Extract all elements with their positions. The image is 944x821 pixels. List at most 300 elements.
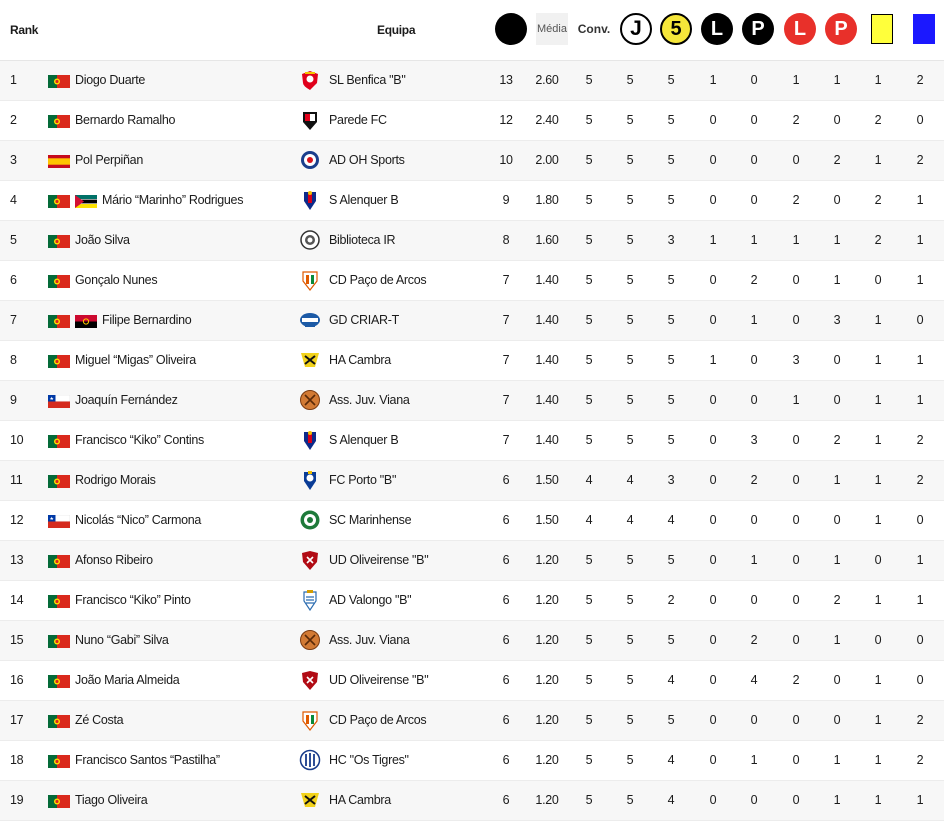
rank-value: 9 bbox=[10, 393, 17, 407]
stat-five: 5 bbox=[667, 313, 675, 327]
stat-yellow-cards: 2 bbox=[874, 233, 882, 247]
stat-blue-cards: 1 bbox=[916, 353, 924, 367]
stat-red-p: 0 bbox=[833, 713, 841, 727]
team-crest-icon bbox=[299, 389, 321, 411]
team-crest-icon bbox=[299, 509, 321, 531]
player-name[interactable]: Diogo Duarte bbox=[75, 73, 146, 87]
stat-black-l: 1 bbox=[709, 233, 717, 247]
stat-red-p: 2 bbox=[833, 433, 841, 447]
player-name[interactable]: Joaquín Fernández bbox=[75, 393, 178, 407]
convocations-badge bbox=[577, 13, 611, 45]
stat-conv: 5 bbox=[585, 193, 593, 207]
player-name[interactable]: Mário “Marinho” Rodrigues bbox=[102, 193, 244, 207]
stat-red-p: 1 bbox=[833, 753, 841, 767]
rank-value: 15 bbox=[10, 633, 24, 647]
stat-goals: 12 bbox=[499, 113, 513, 127]
stat-black-l: 0 bbox=[709, 313, 717, 327]
team-name[interactable]: CD Paço de Arcos bbox=[329, 273, 427, 287]
stat-red-l: 0 bbox=[792, 513, 800, 527]
flag-cl-icon bbox=[48, 515, 70, 528]
player-name[interactable]: João Maria Almeida bbox=[75, 673, 180, 687]
stat-black-p: 0 bbox=[750, 393, 758, 407]
stat-black-p: 0 bbox=[750, 153, 758, 167]
stat-yellow-cards: 1 bbox=[874, 353, 882, 367]
stat-games: 5 bbox=[626, 393, 634, 407]
rank-value: 14 bbox=[10, 593, 24, 607]
games-j-icon: J bbox=[620, 13, 652, 45]
stat-five: 3 bbox=[667, 233, 675, 247]
stat-red-l: 3 bbox=[792, 353, 800, 367]
stat-games: 4 bbox=[626, 513, 634, 527]
flag-pt-icon bbox=[48, 115, 70, 128]
flag-pt-icon bbox=[48, 235, 70, 248]
team-crest-icon bbox=[299, 429, 321, 451]
stat-conv: 5 bbox=[585, 113, 593, 127]
stat-blue-cards: 2 bbox=[916, 473, 924, 487]
stat-five: 5 bbox=[667, 393, 675, 407]
stat-red-l: 2 bbox=[792, 113, 800, 127]
stat-five: 4 bbox=[667, 793, 675, 807]
red-p-icon: P bbox=[825, 13, 857, 45]
conv-header: Conv. bbox=[577, 22, 611, 36]
stat-black-p: 2 bbox=[750, 633, 758, 647]
flag-mz-icon bbox=[75, 195, 97, 208]
stat-black-p: 0 bbox=[750, 73, 758, 87]
stat-red-l: 0 bbox=[792, 793, 800, 807]
stat-black-l: 0 bbox=[709, 633, 717, 647]
stat-black-l: 0 bbox=[709, 193, 717, 207]
stat-five: 5 bbox=[667, 73, 675, 87]
stat-games: 5 bbox=[626, 673, 634, 687]
stat-yellow-cards: 1 bbox=[874, 433, 882, 447]
stat-black-l: 0 bbox=[709, 393, 717, 407]
stat-black-l: 0 bbox=[709, 513, 717, 527]
player-name[interactable]: Nicolás “Nico” Carmona bbox=[75, 513, 202, 527]
rank-value: 4 bbox=[10, 193, 17, 207]
stat-red-p: 0 bbox=[833, 513, 841, 527]
stat-yellow-cards: 1 bbox=[874, 473, 882, 487]
stat-five: 3 bbox=[667, 473, 675, 487]
stat-blue-cards: 2 bbox=[916, 713, 924, 727]
table-row[interactable] bbox=[0, 261, 944, 301]
flag-pt-icon bbox=[48, 75, 70, 88]
player-name[interactable]: Filipe Bernardino bbox=[102, 313, 192, 327]
stat-blue-cards: 2 bbox=[916, 753, 924, 767]
stat-conv: 5 bbox=[585, 713, 593, 727]
table-row[interactable] bbox=[0, 741, 944, 781]
team-crest-icon bbox=[299, 669, 321, 691]
stat-conv: 5 bbox=[585, 673, 593, 687]
stat-games: 5 bbox=[626, 713, 634, 727]
player-name[interactable]: João Silva bbox=[75, 233, 130, 247]
flag-pt-icon bbox=[48, 635, 70, 648]
table-row[interactable] bbox=[0, 301, 944, 341]
table-row[interactable] bbox=[0, 661, 944, 701]
stat-yellow-cards: 0 bbox=[874, 633, 882, 647]
stat-media: 1.20 bbox=[535, 673, 559, 687]
stat-blue-cards: 2 bbox=[916, 433, 924, 447]
stat-black-l: 1 bbox=[709, 353, 717, 367]
stat-blue-cards: 0 bbox=[916, 513, 924, 527]
stat-black-p: 0 bbox=[750, 793, 758, 807]
team-crest-icon bbox=[299, 789, 321, 811]
team-name[interactable]: HA Cambra bbox=[329, 353, 391, 367]
flag-pt-icon bbox=[48, 755, 70, 768]
stat-goals: 9 bbox=[502, 193, 510, 207]
stat-blue-cards: 1 bbox=[916, 193, 924, 207]
rank-value: 12 bbox=[10, 513, 24, 527]
rank-value: 16 bbox=[10, 673, 24, 687]
player-name[interactable]: Miguel “Migas” Oliveira bbox=[75, 353, 196, 367]
stat-red-l: 2 bbox=[792, 673, 800, 687]
stat-blue-cards: 1 bbox=[916, 233, 924, 247]
stat-red-l: 0 bbox=[792, 553, 800, 567]
stat-five: 5 bbox=[667, 433, 675, 447]
stat-five: 5 bbox=[667, 193, 675, 207]
stat-five: 2 bbox=[667, 593, 675, 607]
stat-red-p: 1 bbox=[833, 793, 841, 807]
average-badge bbox=[536, 13, 568, 45]
team-crest-icon bbox=[299, 109, 321, 131]
stat-conv: 5 bbox=[585, 353, 593, 367]
stat-black-p: 1 bbox=[750, 233, 758, 247]
team-crest-icon bbox=[299, 309, 321, 331]
rank-value: 7 bbox=[10, 313, 17, 327]
stat-red-l: 0 bbox=[792, 713, 800, 727]
stat-red-l: 0 bbox=[792, 753, 800, 767]
stat-media: 1.20 bbox=[535, 553, 559, 567]
player-name[interactable]: Gonçalo Nunes bbox=[75, 273, 158, 287]
table-row[interactable] bbox=[0, 141, 944, 181]
team-name[interactable]: S Alenquer B bbox=[329, 433, 399, 447]
rank-value: 1 bbox=[10, 73, 17, 87]
stat-yellow-cards: 1 bbox=[874, 793, 882, 807]
stat-yellow-cards: 1 bbox=[874, 153, 882, 167]
stat-black-p: 1 bbox=[750, 553, 758, 567]
stat-goals: 8 bbox=[502, 233, 510, 247]
team-name[interactable]: Parede FC bbox=[329, 113, 387, 127]
table-row[interactable] bbox=[0, 181, 944, 221]
stat-media: 2.00 bbox=[535, 153, 559, 167]
stat-blue-cards: 1 bbox=[916, 593, 924, 607]
flag-ao-icon bbox=[75, 315, 97, 328]
stat-red-l: 0 bbox=[792, 593, 800, 607]
flag-pt-icon bbox=[48, 315, 70, 328]
team-name[interactable]: HC "Os Tigres" bbox=[329, 753, 409, 767]
rank-value: 19 bbox=[10, 793, 24, 807]
team-crest-icon bbox=[299, 709, 321, 731]
stat-yellow-cards: 0 bbox=[874, 273, 882, 287]
stat-games: 5 bbox=[626, 233, 634, 247]
team-name[interactable]: Ass. Juv. Viana bbox=[329, 633, 410, 647]
team-name[interactable]: UD Oliveirense "B" bbox=[329, 673, 429, 687]
stat-blue-cards: 2 bbox=[916, 153, 924, 167]
stat-blue-cards: 0 bbox=[916, 673, 924, 687]
stat-goals: 6 bbox=[502, 593, 510, 607]
flag-pt-icon bbox=[48, 715, 70, 728]
team-crest-icon bbox=[299, 749, 321, 771]
stat-games: 5 bbox=[626, 153, 634, 167]
table-body bbox=[0, 61, 944, 821]
stat-five: 4 bbox=[667, 673, 675, 687]
stat-games: 5 bbox=[626, 553, 634, 567]
stat-red-l: 0 bbox=[792, 633, 800, 647]
stat-blue-cards: 0 bbox=[916, 633, 924, 647]
rank-value: 2 bbox=[10, 113, 17, 127]
stat-conv: 5 bbox=[585, 393, 593, 407]
stat-red-l: 0 bbox=[792, 153, 800, 167]
five-starter-icon: 5 bbox=[660, 13, 692, 45]
stat-goals: 7 bbox=[502, 273, 510, 287]
team-crest-icon bbox=[299, 549, 321, 571]
stat-conv: 5 bbox=[585, 593, 593, 607]
player-name[interactable]: Tiago Oliveira bbox=[75, 793, 148, 807]
table-row[interactable] bbox=[0, 501, 944, 541]
stat-red-p: 1 bbox=[833, 633, 841, 647]
stat-red-p: 0 bbox=[833, 193, 841, 207]
stat-red-l: 0 bbox=[792, 273, 800, 287]
stat-black-l: 0 bbox=[709, 273, 717, 287]
stat-yellow-cards: 1 bbox=[874, 313, 882, 327]
rank-value: 18 bbox=[10, 753, 24, 767]
stat-goals: 6 bbox=[502, 673, 510, 687]
stat-blue-cards: 1 bbox=[916, 793, 924, 807]
stat-goals: 6 bbox=[502, 713, 510, 727]
rank-value: 10 bbox=[10, 433, 24, 447]
stat-black-p: 2 bbox=[750, 473, 758, 487]
stat-red-p: 1 bbox=[833, 233, 841, 247]
red-l-icon: L bbox=[784, 13, 816, 45]
stat-red-l: 1 bbox=[792, 73, 800, 87]
flag-pt-icon bbox=[48, 675, 70, 688]
table-row[interactable] bbox=[0, 101, 944, 141]
flag-pt-icon bbox=[48, 275, 70, 288]
stat-yellow-cards: 1 bbox=[874, 673, 882, 687]
table-row[interactable] bbox=[0, 581, 944, 621]
stat-media: 1.60 bbox=[535, 233, 559, 247]
stat-goals: 7 bbox=[502, 353, 510, 367]
stat-blue-cards: 1 bbox=[916, 393, 924, 407]
stat-goals: 6 bbox=[502, 793, 510, 807]
stat-red-p: 2 bbox=[833, 593, 841, 607]
stat-blue-cards: 0 bbox=[916, 313, 924, 327]
team-crest-icon bbox=[299, 189, 321, 211]
stat-media: 1.40 bbox=[535, 393, 559, 407]
stat-games: 5 bbox=[626, 793, 634, 807]
stat-red-l: 0 bbox=[792, 313, 800, 327]
flag-pt-icon bbox=[48, 475, 70, 488]
stat-media: 1.20 bbox=[535, 793, 559, 807]
stat-goals: 6 bbox=[502, 553, 510, 567]
flag-cl-icon bbox=[48, 395, 70, 408]
team-name[interactable]: Biblioteca IR bbox=[329, 233, 396, 247]
stat-yellow-cards: 1 bbox=[874, 753, 882, 767]
stat-five: 5 bbox=[667, 553, 675, 567]
black-p-icon: P bbox=[742, 13, 774, 45]
table-header bbox=[0, 0, 944, 61]
stat-conv: 5 bbox=[585, 233, 593, 247]
team-crest-icon bbox=[299, 589, 321, 611]
table-row[interactable] bbox=[0, 621, 944, 661]
stat-black-l: 0 bbox=[709, 473, 717, 487]
stat-red-l: 2 bbox=[792, 193, 800, 207]
stat-conv: 5 bbox=[585, 553, 593, 567]
stat-yellow-cards: 1 bbox=[874, 513, 882, 527]
stat-conv: 5 bbox=[585, 73, 593, 87]
stat-conv: 4 bbox=[585, 473, 593, 487]
stat-black-p: 2 bbox=[750, 273, 758, 287]
player-name[interactable]: Nuno “Gabi” Silva bbox=[75, 633, 169, 647]
stat-media: 1.20 bbox=[535, 753, 559, 767]
stat-goals: 6 bbox=[502, 473, 510, 487]
stat-conv: 5 bbox=[585, 313, 593, 327]
player-name[interactable]: Francisco Santos “Pastilha” bbox=[75, 753, 220, 767]
stat-black-p: 0 bbox=[750, 713, 758, 727]
stat-red-p: 0 bbox=[833, 673, 841, 687]
stat-goals: 6 bbox=[502, 753, 510, 767]
table-row[interactable] bbox=[0, 221, 944, 261]
team-crest-icon bbox=[299, 349, 321, 371]
stat-games: 5 bbox=[626, 433, 634, 447]
stat-goals: 7 bbox=[502, 393, 510, 407]
player-name[interactable]: Francisco “Kiko” Pinto bbox=[75, 593, 191, 607]
team-crest-icon bbox=[299, 149, 321, 171]
stat-black-l: 0 bbox=[709, 153, 717, 167]
stat-games: 5 bbox=[626, 753, 634, 767]
stat-goals: 7 bbox=[502, 313, 510, 327]
rank-value: 3 bbox=[10, 153, 17, 167]
table-row[interactable] bbox=[0, 341, 944, 381]
stat-blue-cards: 2 bbox=[916, 73, 924, 87]
stat-red-p: 1 bbox=[833, 473, 841, 487]
stat-media: 1.40 bbox=[535, 273, 559, 287]
stat-five: 4 bbox=[667, 513, 675, 527]
stat-media: 1.20 bbox=[535, 593, 559, 607]
stat-black-p: 1 bbox=[750, 313, 758, 327]
rank-value: 5 bbox=[10, 233, 17, 247]
table-row[interactable] bbox=[0, 381, 944, 421]
stat-conv: 5 bbox=[585, 273, 593, 287]
team-crest-icon bbox=[299, 629, 321, 651]
rank-value: 13 bbox=[10, 553, 24, 567]
team-name[interactable]: SL Benfica "B" bbox=[329, 73, 406, 87]
player-name[interactable]: Pol Perpiñan bbox=[75, 153, 143, 167]
team-crest-icon bbox=[299, 229, 321, 251]
stat-media: 1.40 bbox=[535, 313, 559, 327]
stat-red-p: 0 bbox=[833, 393, 841, 407]
table-row[interactable] bbox=[0, 701, 944, 741]
stat-conv: 4 bbox=[585, 513, 593, 527]
table-row[interactable] bbox=[0, 461, 944, 501]
flag-pt-icon bbox=[48, 555, 70, 568]
player-name[interactable]: Afonso Ribeiro bbox=[75, 553, 153, 567]
team-name[interactable]: UD Oliveirense "B" bbox=[329, 553, 429, 567]
team-name[interactable]: S Alenquer B bbox=[329, 193, 399, 207]
team-name[interactable]: AD OH Sports bbox=[329, 153, 405, 167]
stat-black-l: 0 bbox=[709, 753, 717, 767]
stat-blue-cards: 0 bbox=[916, 113, 924, 127]
stat-black-p: 0 bbox=[750, 513, 758, 527]
goals-black-circle-icon bbox=[495, 13, 527, 45]
stat-black-l: 0 bbox=[709, 433, 717, 447]
rank-value: 11 bbox=[10, 473, 23, 487]
player-name[interactable]: Bernardo Ramalho bbox=[75, 113, 176, 127]
team-crest-icon bbox=[299, 69, 321, 91]
stat-black-l: 0 bbox=[709, 673, 717, 687]
stat-red-l: 1 bbox=[792, 233, 800, 247]
stat-games: 5 bbox=[626, 353, 634, 367]
stat-conv: 5 bbox=[585, 433, 593, 447]
stat-yellow-cards: 1 bbox=[874, 393, 882, 407]
stat-five: 5 bbox=[667, 113, 675, 127]
team-name[interactable]: CD Paço de Arcos bbox=[329, 713, 427, 727]
team-name[interactable]: Ass. Juv. Viana bbox=[329, 393, 410, 407]
player-name[interactable]: Zé Costa bbox=[75, 713, 124, 727]
stat-five: 5 bbox=[667, 273, 675, 287]
stat-black-l: 0 bbox=[709, 793, 717, 807]
stat-red-l: 0 bbox=[792, 433, 800, 447]
table-row[interactable] bbox=[0, 781, 944, 821]
stat-yellow-cards: 2 bbox=[874, 113, 882, 127]
team-name[interactable]: HA Cambra bbox=[329, 793, 391, 807]
stat-media: 1.20 bbox=[535, 633, 559, 647]
yellow-card-icon bbox=[871, 14, 893, 44]
stat-media: 1.80 bbox=[535, 193, 559, 207]
team-name[interactable]: GD CRIAR-T bbox=[329, 313, 399, 327]
table-row[interactable] bbox=[0, 421, 944, 461]
stat-yellow-cards: 1 bbox=[874, 593, 882, 607]
stat-goals: 6 bbox=[502, 633, 510, 647]
stat-black-p: 0 bbox=[750, 113, 758, 127]
stat-games: 5 bbox=[626, 193, 634, 207]
stat-red-p: 3 bbox=[833, 313, 841, 327]
stat-black-l: 0 bbox=[709, 593, 717, 607]
stat-red-l: 1 bbox=[792, 393, 800, 407]
stat-red-p: 1 bbox=[833, 553, 841, 567]
stat-black-l: 1 bbox=[709, 73, 717, 87]
stat-media: 1.40 bbox=[535, 353, 559, 367]
stat-games: 5 bbox=[626, 593, 634, 607]
stat-goals: 7 bbox=[502, 433, 510, 447]
team-name[interactable]: AD Valongo "B" bbox=[329, 593, 412, 607]
stat-red-p: 1 bbox=[833, 273, 841, 287]
team-crest-icon bbox=[299, 269, 321, 291]
stat-black-p: 4 bbox=[750, 673, 758, 687]
stat-media: 1.40 bbox=[535, 433, 559, 447]
black-l-icon: L bbox=[701, 13, 733, 45]
stat-games: 5 bbox=[626, 73, 634, 87]
blue-card-icon bbox=[913, 14, 935, 44]
flag-pt-icon bbox=[48, 355, 70, 368]
flag-pt-icon bbox=[48, 435, 70, 448]
stat-five: 5 bbox=[667, 153, 675, 167]
stat-media: 2.40 bbox=[535, 113, 559, 127]
stat-games: 5 bbox=[626, 313, 634, 327]
table-row[interactable] bbox=[0, 61, 944, 101]
player-name[interactable]: Francisco “Kiko” Contins bbox=[75, 433, 204, 447]
team-name[interactable]: SC Marinhense bbox=[329, 513, 412, 527]
team-column-header: Equipa bbox=[377, 23, 416, 37]
table-row[interactable] bbox=[0, 541, 944, 581]
stat-goals: 13 bbox=[499, 73, 513, 87]
player-name[interactable]: Rodrigo Morais bbox=[75, 473, 156, 487]
stat-five: 5 bbox=[667, 633, 675, 647]
team-name[interactable]: FC Porto "B" bbox=[329, 473, 397, 487]
rank-value: 8 bbox=[10, 353, 17, 367]
stat-media: 2.60 bbox=[535, 73, 559, 87]
stat-goals: 10 bbox=[499, 153, 513, 167]
stat-blue-cards: 1 bbox=[916, 553, 924, 567]
